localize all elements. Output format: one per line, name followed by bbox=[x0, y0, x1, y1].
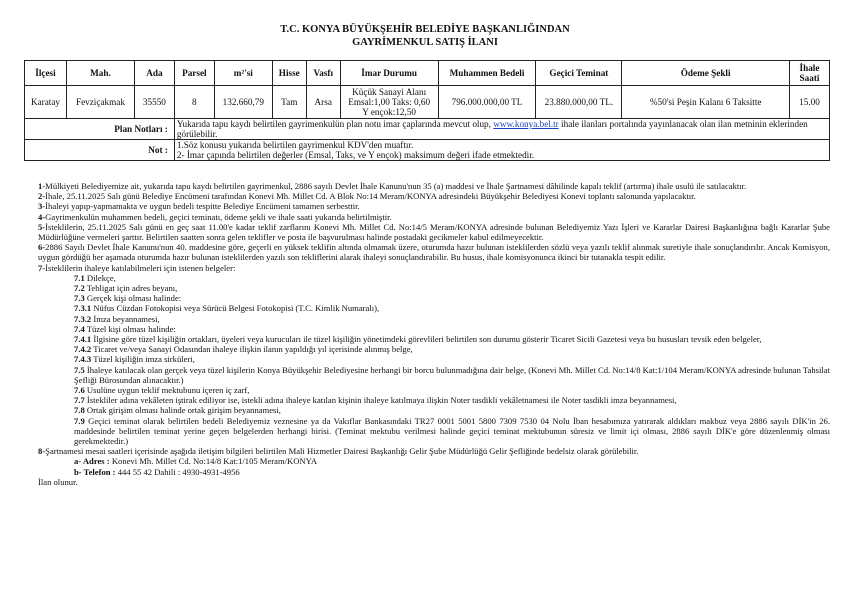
contact-address bbox=[38, 456, 830, 466]
cell-vasif: Arsa bbox=[306, 86, 340, 119]
col-m2: m²'si bbox=[214, 61, 272, 86]
list-item-text: İhaleye katılacak olan gerçek veya tüzel kişilerin Konya Büyükşehir Belediyesine herhangi bir borcu bulunmadığına dair belge, (Konevi Mh. Millet Cd. No:14/8 Kat:1/104 Meram/KONYA adresinde bulunan Tahsilat Şefliği Bürosundan alınacaktır.) bbox=[74, 364, 830, 385]
clause-8-number: 8- bbox=[38, 446, 46, 457]
list-item-text: Gerçek kişi olması halinde: bbox=[86, 293, 182, 304]
clause-1-text: Mülkiyeti Belediyemize ait, yukarıda tapu kaydı belirtilen gayrimenkul, 2886 sayılı Devlet İhale Kanunu'nun 35 (a) maddesi ve İhale Şartnamesi dâhilinde kapalı teklif (artırma) ihale usulü ile satılacaktır. bbox=[45, 181, 747, 191]
clause-4 bbox=[38, 212, 830, 222]
konya-portal-link[interactable]: www.konya.bel.tr bbox=[493, 119, 559, 129]
list-item bbox=[38, 273, 830, 283]
clause-4-text: Gayrimenkulün muhammen bedeli, geçici teminatı, ödeme şekli ve ihale saati yukarıda belirtilmiştir. bbox=[45, 211, 392, 222]
list-item-text: Tebligat için adres beyanı, bbox=[86, 283, 178, 294]
phone-label: b- Telefon : bbox=[74, 466, 116, 477]
cell-mah: Fevziçakmak bbox=[66, 86, 134, 119]
cell-saat: 15.00 bbox=[789, 86, 829, 119]
list-item bbox=[38, 344, 830, 354]
clause-3-number: 3- bbox=[38, 201, 46, 212]
list-item bbox=[38, 334, 830, 344]
clause-5 bbox=[38, 222, 830, 242]
cell-ada: 35550 bbox=[134, 86, 174, 119]
clause-1 bbox=[38, 181, 830, 191]
clause-6 bbox=[38, 242, 830, 262]
clause-3 bbox=[38, 201, 830, 211]
col-ihale: İhale bbox=[799, 63, 820, 73]
list-item bbox=[38, 283, 830, 293]
list-item-number: 7.8 bbox=[74, 405, 85, 416]
col-saati: Saati bbox=[799, 73, 820, 83]
col-teminat: Geçici Teminat bbox=[536, 61, 622, 86]
notes-label: Not : bbox=[25, 140, 175, 161]
phone-value: 444 55 42 Dahili : 4930-4931-4956 bbox=[117, 466, 240, 477]
list-item-number: 7.4 bbox=[74, 323, 85, 334]
list-item-text: Usulüne uygun teklif mektubunu içeren iç zarf, bbox=[86, 385, 250, 396]
clause-8-text: Şartnamesi mesai saatleri içerisinde aşağıda iletişim bilgileri belirtilen Mali Hizmetler Dairesi Başkanlığı Gelir Şube Müdürlüğü Gelir Şefliğinde bedelsiz olarak görülebilir. bbox=[45, 446, 639, 457]
imar-line-1: Küçük Sanayi Alanı bbox=[352, 87, 427, 97]
page-title: T.C. KONYA BÜYÜKŞEHİR BELEDİYE BAŞKANLIĞINDAN bbox=[280, 24, 570, 35]
closing-text: İlan olunur. bbox=[38, 476, 78, 487]
imar-line-3: Y ençok:12,50 bbox=[362, 107, 417, 117]
list-item-text: İstekliler adına vekâleten iştirak ediliyor ise, istekli adına ihaleye katılan kişinin ihaleye katılmaya ilişkin Noter tasdikli vekâletnamesi ile Noter tasdikli imza beyannamesi, bbox=[86, 395, 677, 406]
imar-line-2: Emsal:1,00 Taks: 0,60 bbox=[348, 97, 431, 107]
page-subtitle: GAYRİMENKUL SATIŞ İLANI bbox=[352, 37, 498, 48]
list-item-text: Tüzel kişi olması halinde: bbox=[86, 323, 176, 334]
list-item-number: 7.4.3 bbox=[74, 354, 92, 365]
list-item-number: 7.3.2 bbox=[74, 313, 92, 324]
cell-parsel: 8 bbox=[174, 86, 214, 119]
col-ilce: İlçesi bbox=[25, 61, 67, 86]
list-item-text: İlgisine göre tüzel kişiliğin ortakları, üyeleri veya kurucuları ile tüzel kişiliğin yönetimdeki görevlileri belirtilen son durumu gösterir Ticaret Sicili Gazetesi veya bu hususları tevsik eden belgeler, bbox=[93, 334, 762, 345]
list-item bbox=[38, 416, 830, 447]
plan-text-2: ihale ilanları portalında yayınlanacak olan ilan metninin eklerinden görülebilir. bbox=[176, 119, 808, 139]
list-item bbox=[38, 324, 830, 334]
table-header-row bbox=[25, 61, 830, 86]
list-item-text: Ticaret ve/veya Sanayi Odasından ihaleye ilişkin ilanın yapıldığı yıl içerisinde alınmış belge, bbox=[93, 344, 413, 355]
list-item-number: 7.1 bbox=[74, 272, 85, 283]
clause-1-number: 1- bbox=[38, 181, 46, 191]
col-mah: Mah. bbox=[66, 61, 134, 86]
plan-text-1: Yukarıda tapu kaydı belirtilen gayrimenkulün plan notu imar çaplarında mevcut olup, bbox=[176, 119, 491, 129]
clause-7 bbox=[38, 263, 830, 273]
list-item-number: 7.5 bbox=[74, 364, 85, 375]
list-item bbox=[38, 395, 830, 405]
clause-2-number: 2- bbox=[38, 191, 46, 202]
list-item-text: Dilekçe, bbox=[86, 272, 116, 283]
cell-muhammen: 796.000.000,00 TL bbox=[438, 86, 536, 119]
list-item-number: 7.3.1 bbox=[74, 303, 92, 314]
clause-3-text: İhaleyi yapıp-yapmamakta ve uygun bedeli tespitte Belediye Encümeni tamamen serbesttir. bbox=[45, 201, 360, 212]
note-2: 2- İmar çapında belirtilen değerler (Emsal, Taks, ve Y ençok) maksimum değeri ifade etmektedir. bbox=[176, 150, 535, 160]
list-item-number: 7.7 bbox=[74, 395, 85, 406]
clause-5-number: 5- bbox=[38, 221, 46, 232]
clause-4-number: 4- bbox=[38, 211, 46, 222]
list-item bbox=[38, 293, 830, 303]
col-odeme: Ödeme Şekli bbox=[622, 61, 790, 86]
plan-notes-text bbox=[174, 119, 829, 140]
clause-2-text: İhale, 25.11.2025 Salı günü Belediye Encümeni tarafından Konevi Mh. Millet Cd. A Blok No:14 Meram/KONYA adresindeki Büyükşehir Belediyesi Konevi toplantı salonunda yapılacaktır. bbox=[45, 191, 696, 202]
list-item bbox=[38, 385, 830, 395]
list-item bbox=[38, 303, 830, 313]
table-row bbox=[25, 86, 830, 119]
list-item-text: Ortak girişim olması halinde ortak girişim beyannamesi, bbox=[86, 405, 281, 416]
cell-imar bbox=[340, 86, 438, 119]
plan-notes-label: Plan Notları : bbox=[25, 119, 175, 140]
col-hisse: Hisse bbox=[272, 61, 306, 86]
list-item bbox=[38, 365, 830, 385]
address-label: a- Adres : bbox=[74, 456, 110, 467]
list-item bbox=[38, 314, 830, 324]
clause-6-number: 6- bbox=[38, 242, 46, 253]
notes-text bbox=[174, 140, 829, 161]
col-ada: Ada bbox=[134, 61, 174, 86]
clause-5-text: İsteklilerin, 25.11.2025 Salı günü en geç saat 11.00'e kadar teklif zarflarını Konevi Mh. Millet Cd. No:14/5 Meram/KONYA adresinde bulunan Belediyemiz Yazı İşleri ve Kararlar Dairesi Başkanlığına bağlı Kararlar Şube Müdürlüğüne vermeleri şarttır. Belirtilen saatten sonra gelen teklifler ve posta ile başvurulması halinde postadaki gecikmeler kabul edilmeyecektir. bbox=[38, 221, 830, 243]
list-item-text: Nüfus Cüzdan Fotokopisi veya Sürücü Belgesi Fotokopisi (T.C. Kimlik Numaralı), bbox=[93, 303, 380, 314]
notes-row bbox=[25, 140, 830, 161]
list-item-number: 7.2 bbox=[74, 283, 85, 294]
col-parsel: Parsel bbox=[174, 61, 214, 86]
clause-2 bbox=[38, 191, 830, 201]
clause-6-text: 2886 Sayılı Devlet İhale Kanunu'nun 40. maddesine göre, geçerli en yüksek teklifin altında olmamak üzere, oturumda hazır bulunan isteklilerden sözlü veya yazılı teklif alınmak suretiyle ihale sonuçlandırılır. Ancak Komisyon, uygun gördüğü her aşamada oturumda hazır bulunan isteklilerden yazılı son tekliflerini alarak ihaleyi sonuçlandırabilir. Bu husus, ihale komisyonunca ikinci bir tutanakla tespit edilir. bbox=[38, 242, 830, 263]
cell-m2: 132.660,79 bbox=[214, 86, 272, 119]
cell-hisse: Tam bbox=[272, 86, 306, 119]
list-item bbox=[38, 354, 830, 364]
col-vasif: Vasfı bbox=[306, 61, 340, 86]
note-1: 1.Söz konusu yukarıda belirtilen gayrimenkul KDV'den muaftır. bbox=[176, 140, 414, 150]
col-ihale-saati bbox=[789, 61, 829, 86]
col-imar: İmar Durumu bbox=[340, 61, 438, 86]
list-item-number: 7.4.2 bbox=[74, 344, 92, 355]
list-item-number: 7.4.1 bbox=[74, 334, 92, 345]
list-item-text: İmza beyannamesi, bbox=[93, 313, 160, 324]
list-item bbox=[38, 405, 830, 415]
list-item-number: 7.3 bbox=[74, 293, 85, 304]
list-item-number: 7.9 bbox=[74, 415, 85, 426]
required-documents-list bbox=[38, 273, 830, 446]
cell-teminat: 23.880.000,00 TL. bbox=[536, 86, 622, 119]
clause-7-text: İsteklilerin ihaleye katılabilmeleri için istenen belgeler: bbox=[45, 262, 236, 273]
clause-7-number: 7- bbox=[38, 262, 46, 273]
address-value: Konevi Mh. Millet Cd. No:14/8 Kat:1/105 Meram/KONYA bbox=[111, 456, 318, 467]
plan-notes-row bbox=[25, 119, 830, 140]
cell-ilce: Karatay bbox=[25, 86, 67, 119]
list-item-number: 7.6 bbox=[74, 385, 85, 396]
property-table bbox=[24, 60, 830, 161]
announcement-body bbox=[38, 181, 830, 487]
cell-odeme: %50'si Peşin Kalanı 6 Taksitte bbox=[622, 86, 790, 119]
clause-8 bbox=[38, 446, 830, 456]
contact-phone bbox=[38, 467, 830, 477]
col-muhammen: Muhammen Bedeli bbox=[438, 61, 536, 86]
list-item-text: Geçici teminat olarak belirtilen bedeli Belediyemiz veznesine ya da Vakıflar Bankasındaki TR27 0001 5001 5800 7309 7530 04 Nolu İban hesabımıza yatırarak aldıkları makbuz veya 2886 sayılı DİK'in 26. maddesinde belirtilen teminat yerine geçen belgelerden herhangi birisi. (Teminat mektubu verilmesi halinde geçici teminat mektubunun süresiz ve limit içi olması, 2886 sayılı DİK'e göre düzenlenmiş olması gerekmektedir.) bbox=[74, 415, 830, 447]
list-item-text: Tüzel kişiliğin imza sirküleri, bbox=[93, 354, 195, 365]
